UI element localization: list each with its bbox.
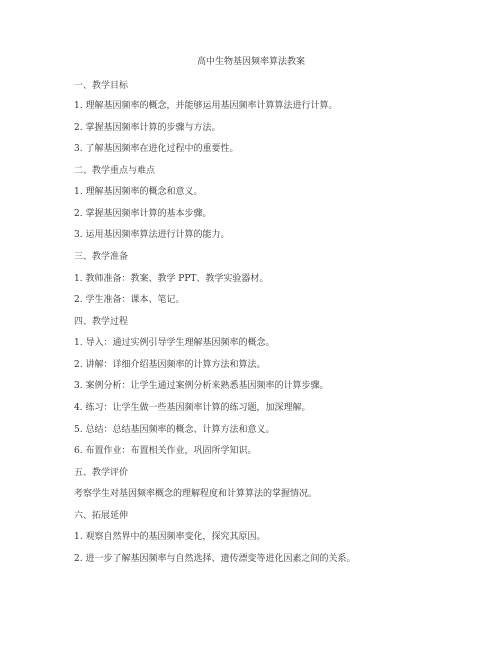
- list-item: 3. 了解基因频率在进化过程中的重要性。: [74, 144, 239, 154]
- section-heading-goals: 一、教学目标: [74, 81, 129, 91]
- section-heading-preparation: 三、教学准备: [74, 252, 129, 262]
- list-item: 3. 案例分析：让学生通过案例分析来熟悉基因频率的计算步骤。: [74, 381, 329, 391]
- section-heading-key-points: 二、教学重点与难点: [74, 166, 156, 176]
- list-item: 5. 总结：总结基因频率的概念、计算方法和意义。: [74, 425, 275, 435]
- list-item: 3. 运用基因频率算法进行计算的能力。: [74, 230, 230, 240]
- list-item: 2. 掌握基因频率计算的基本步骤。: [74, 209, 212, 219]
- section-heading-evaluation: 五、教学评价: [74, 468, 129, 478]
- list-item: 2. 掌握基因频率计算的步骤与方法。: [74, 123, 221, 133]
- list-item: 1. 理解基因频率的概念，并能够运用基因频率计算算法进行计算。: [74, 101, 338, 111]
- list-item: 1. 教师准备：教案、教学 PPT、教学实验器材。: [74, 274, 269, 284]
- list-item: 1. 导入：通过实例引导学生理解基因频率的概念。: [74, 338, 275, 348]
- list-item: 4. 练习：让学生做一些基因频率计算的练习题，加深理解。: [74, 403, 311, 413]
- list-item: 2. 讲解：详细介绍基因频率的计算方法和算法。: [74, 360, 266, 370]
- list-item: 1. 观察自然界中的基因频率变化，探究其原因。: [74, 532, 266, 542]
- document-title: 高中生物基因频率算法教案: [196, 57, 305, 67]
- section-heading-process: 四、教学过程: [74, 317, 129, 327]
- list-item: 6. 布置作业：布置相关作业，巩固所学知识。: [74, 446, 257, 456]
- list-item: 1. 理解基因频率的概念和意义。: [74, 187, 203, 197]
- paragraph: 考察学生对基因频率概念的理解程度和计算算法的掌握情况。: [74, 489, 318, 499]
- list-item: 2. 学生准备：课本、笔记。: [74, 295, 185, 305]
- list-item: 2. 进一步了解基因频率与自然选择、遗传漂变等进化因素之间的关系。: [74, 554, 356, 564]
- section-heading-extension: 六、拓展延伸: [74, 511, 129, 521]
